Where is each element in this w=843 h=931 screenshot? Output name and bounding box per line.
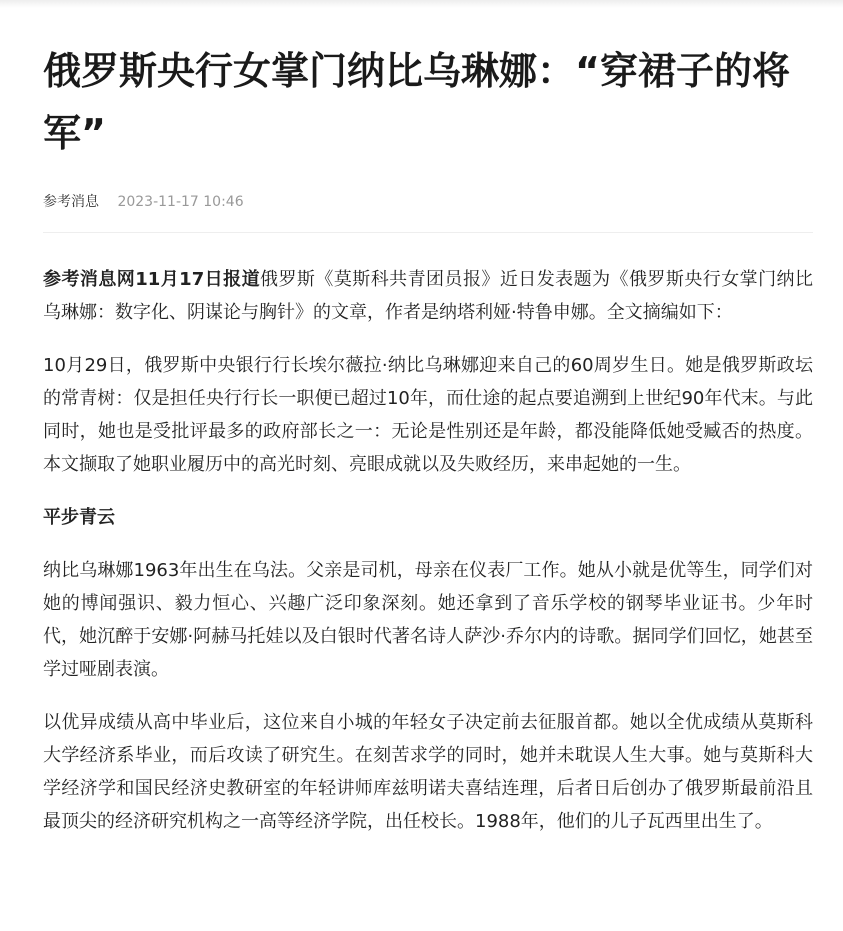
section-heading: 平步青云 [43,507,115,528]
article-title: 俄罗斯央行女掌门纳比乌琳娜：“穿裙子的将军” [43,49,790,155]
top-shadow-bar [0,0,843,8]
intro-paragraph [43,263,813,329]
paragraph-1: 10月29日，俄罗斯中央银行行长埃尔薇拉·纳比乌琳娜迎来自己的60周岁生日。她是俄罗斯政坛的常青树：仅是担任央行行长一职便已超过10年，而仕途的起点要追溯到上世纪90年代末。与此同时，她也是受批评最多的政府部长之一：无论是性别还是年龄，都没能降低她受臧否的热度。本文撷取了她职业履历中的高光时刻、亮眼成就以及失败经历，来串起她的一生。 [43,355,813,475]
paragraph-2: 纳比乌琳娜1963年出生在乌法。父亲是司机，母亲在仪表厂工作。她从小就是优等生，同学们对她的博闻强识、毅力恒心、兴趣广泛印象深刻。她还拿到了音乐学校的钢琴毕业证书。少年时代，她沉醉于安娜·阿赫马托娃以及白银时代著名诗人萨沙·乔尔内的诗歌。据同学们回忆，她甚至学过哑剧表演。 [43,560,813,680]
article-body [43,263,813,838]
article-datetime: 2023-11-17 10:46 [117,194,244,210]
article [43,40,813,858]
article-meta [43,192,813,233]
intro-text: 俄罗斯《莫斯科共青团员报》近日发表题为《俄罗斯央行女掌门纳比乌琳娜：数字化、阴谋论与胸针》的文章，作者是纳塔利娅·特鲁申娜。全文摘编如下： [43,269,813,323]
intro-lead: 参考消息网11月17日报道 [43,269,261,290]
paragraph-3: 以优异成绩从高中毕业后，这位来自小城的年轻女子决定前去征服首都。她以全优成绩从莫斯科大学经济系毕业，而后攻读了研究生。在刻苦求学的同时，她并未耽误人生大事。她与莫斯科大学经济学和国民经济史教研室的年轻讲师库兹明诺夫喜结连理，后者日后创办了俄罗斯最前沿且最顶尖的经济研究机构之一高等经济学院，出任校长。1988年，他们的儿子瓦西里出生了。 [43,712,813,832]
article-source[interactable]: 参考消息 [43,194,99,210]
